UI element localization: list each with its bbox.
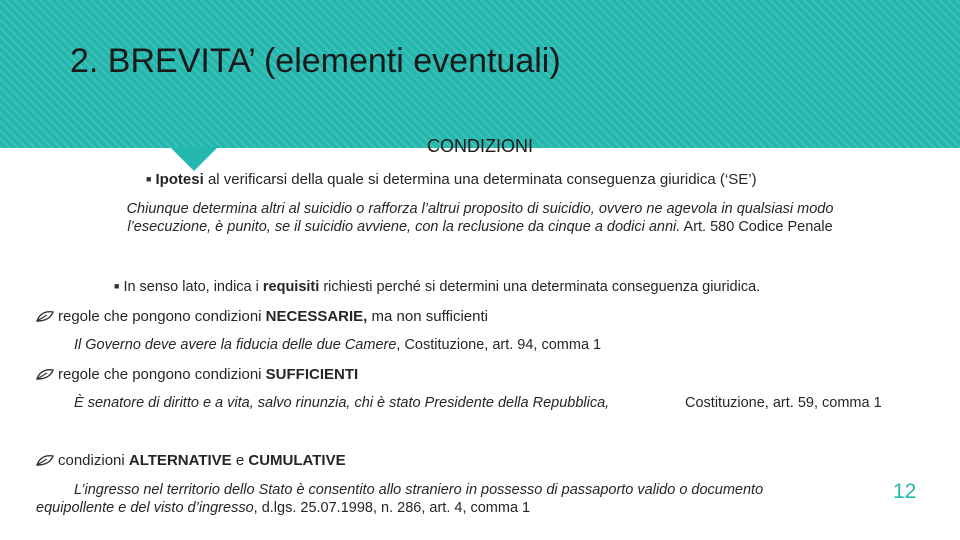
bullet-senso-lato: ■ In senso lato, indica i requisiti richiesti perché si determini una determinata conseguenza giuridica. (114, 279, 761, 295)
square-bullet-icon: ■ (114, 281, 120, 291)
example-governo-ref: , Costituzione, art. 94, comma 1 (396, 337, 602, 353)
page-number: 12 (893, 480, 917, 503)
leaf-bullet-icon (36, 368, 54, 380)
rule-alternative-cumulative: condizioni ALTERNATIVE e CUMULATIVE (36, 452, 346, 469)
section-heading: CONDIZIONI (427, 136, 533, 156)
example-senatore-ref: Costituzione, art. 59, comma 1 (685, 395, 882, 411)
example-penal-code-ref: Art. 580 Codice Penale (680, 219, 833, 235)
alternative-bold: ALTERNATIVE (128, 452, 232, 469)
bullet-ipotesi (146, 171, 757, 188)
cumulative-bold: CUMULATIVE (248, 452, 346, 469)
bullet-ipotesi-bold: Ipotesi (155, 171, 204, 188)
example-penal-code-line1: Chiunque determina altri al suicidio o rafforza l’altrui proposito di suicidio, ovvero ne agevola in qualsiasi modo (126, 201, 834, 217)
slide-title: 2. BREVITA’ (elementi eventuali) (70, 42, 561, 80)
necessarie-bold: NECESSARIE, (265, 308, 368, 325)
square-bullet-icon: ■ (146, 174, 152, 184)
example-governo-quote: Il Governo deve avere la fiducia delle due Camere (74, 337, 397, 353)
example-ingresso-line2 (36, 500, 530, 516)
example-penal-code-quote: l’esecuzione, è punito, se il suicidio avviene, con la reclusione da cinque a dodici anni. (127, 219, 681, 235)
leaf-bullet-icon (36, 310, 54, 322)
rule-sufficienti: regole che pongono condizioni SUFFICIENTI (36, 366, 358, 383)
example-ingresso-ref: , d.lgs. 25.07.1998, n. 286, art. 4, comma 1 (253, 500, 531, 516)
example-penal-code-line2 (0, 219, 960, 235)
requisiti-bold: requisiti (262, 279, 320, 295)
example-ingresso-line1: L’ingresso nel territorio dello Stato è consentito allo straniero in possesso di passaporto valido o documento (74, 482, 764, 498)
leaf-bullet-icon (36, 454, 54, 466)
example-governo (74, 337, 601, 353)
example-senatore-quote: È senatore di diritto e a vita, salvo rinunzia, chi è stato Presidente della Repubblica, (74, 395, 610, 411)
example-ingresso-quote: equipollente e del visto d’ingresso (36, 500, 254, 516)
sufficienti-bold: SUFFICIENTI (265, 366, 359, 383)
bullet-ipotesi-text: al verificarsi della quale si determina una determinata conseguenza giuridica (‘SE’) (203, 171, 757, 188)
rule-necessarie: regole che pongono condizioni NECESSARIE, ma non sufficienti (36, 308, 488, 325)
